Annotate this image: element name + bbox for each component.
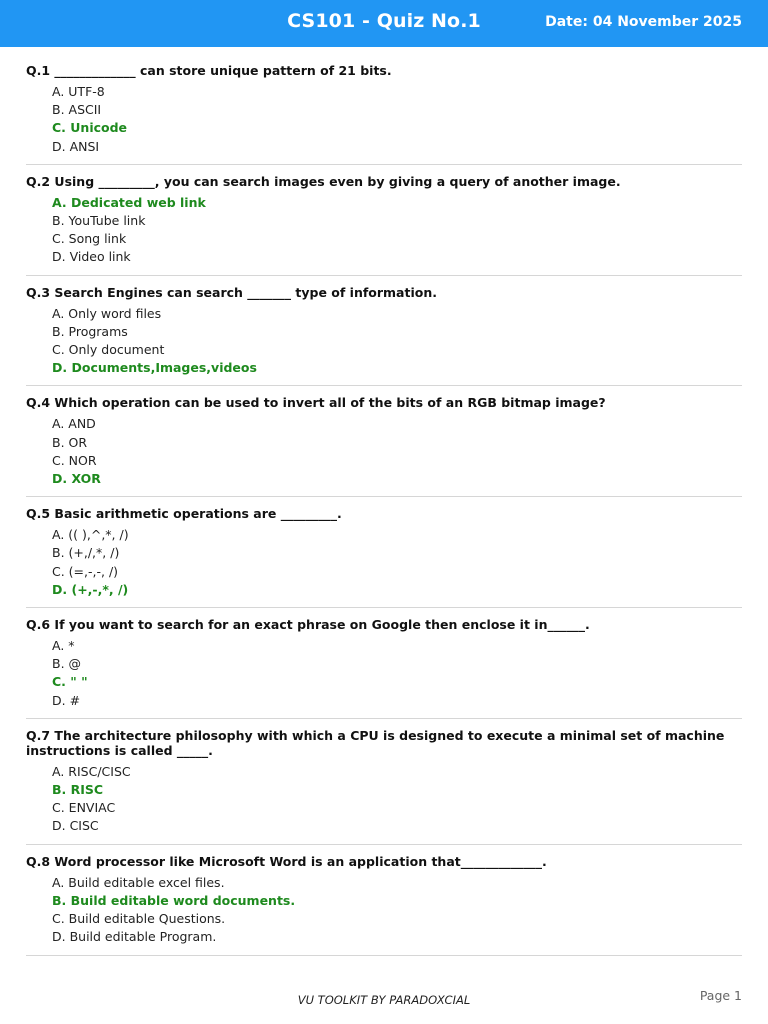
- question-text: Q.3 Search Engines can search _______ type of information.: [26, 284, 437, 300]
- answer-option: A. (( ),^,*, /): [52, 527, 129, 543]
- question-text: Q.1 _____________ can store unique pattern of 21 bits.: [26, 63, 392, 78]
- answer-option: C. Build editable Questions.: [52, 911, 226, 927]
- answer-option: A. AND: [52, 416, 96, 432]
- correct-option: D. Documents,Images,videos: [52, 360, 257, 376]
- answer-option: B. OR: [52, 434, 88, 450]
- correct-option: D. XOR: [52, 471, 101, 487]
- answer-option: A. UTF-8: [52, 84, 105, 99]
- question-text: Q.4 Which operation can be used to invert all of the bits of an RGB bitmap image?: [26, 395, 606, 411]
- answer-option: D. ANSI: [52, 138, 100, 154]
- answer-option: C. (=,-,-, /): [52, 563, 119, 579]
- answer-option: D. #: [52, 692, 81, 708]
- answer-option: C. NOR: [52, 452, 97, 468]
- question-block: [26, 63, 742, 165]
- answer-option: B. Programs: [52, 323, 128, 339]
- answer-option: D. Build editable Program.: [52, 929, 217, 945]
- question-block: [26, 395, 742, 497]
- answer-option: A. Only word files: [52, 305, 162, 321]
- question-block: [26, 174, 742, 276]
- correct-option: A. Dedicated web link: [52, 194, 206, 210]
- question-block: [26, 506, 742, 608]
- answer-option: A. Build editable excel files.: [52, 874, 225, 890]
- correct-option: B. Build editable word documents.: [52, 892, 296, 908]
- answer-option: B. @: [52, 656, 82, 672]
- quiz-date: Date: 04 November 2025: [545, 14, 742, 30]
- question-text: Q.2 Using _________, you can search images even by giving a query of another image.: [26, 173, 621, 189]
- answer-option: C. Song link: [52, 231, 127, 247]
- header-bar: [0, 0, 768, 47]
- question-text: Q.7 The architecture philosophy with which a CPU is designed to execute a minimal set of machine instructions is called _____.: [26, 727, 725, 758]
- question-list: [26, 63, 742, 965]
- answer-option: A. RISC/CISC: [52, 763, 131, 779]
- question-text: Q.5 Basic arithmetic operations are _________.: [26, 506, 342, 522]
- question-block: [26, 285, 742, 387]
- correct-option: C. Unicode: [52, 120, 128, 136]
- question-text: Q.8 Word processor like Microsoft Word is an application that_____________.: [26, 853, 547, 869]
- answer-option: C. ENVIAC: [52, 800, 116, 816]
- correct-option: B. RISC: [52, 782, 104, 798]
- answer-option: D. Video link: [52, 249, 131, 265]
- correct-option: C. " ": [52, 674, 88, 690]
- page-number: Page 1: [699, 988, 742, 1003]
- answer-option: B. (+,/,*, /): [52, 545, 120, 561]
- question-text: Q.6 If you want to search for an exact phrase on Google then enclose it in______.: [26, 617, 590, 633]
- correct-option: D. (+,-,*, /): [52, 581, 129, 597]
- answer-option: B. ASCII: [52, 102, 102, 118]
- footer-credit: VU TOOLKIT BY PARADOXCIAL: [297, 993, 471, 1007]
- answer-option: C. Only document: [52, 342, 165, 358]
- quiz-title: CS101 - Quiz No.1: [287, 10, 481, 32]
- question-block: [26, 854, 742, 956]
- answer-option: A. *: [52, 638, 75, 654]
- answer-option: D. CISC: [52, 818, 99, 834]
- question-block: [26, 617, 742, 719]
- answer-option: B. YouTube link: [52, 213, 146, 229]
- question-block: [26, 728, 742, 845]
